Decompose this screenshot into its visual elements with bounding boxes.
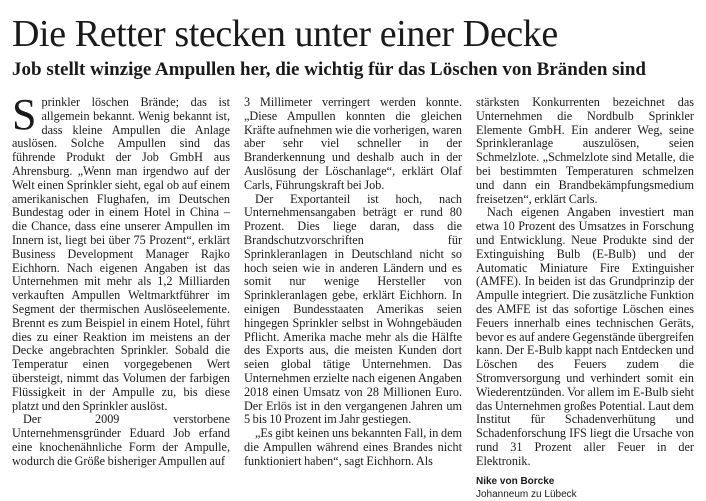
article-paragraph-3 — [244, 193, 462, 428]
author-name: Nike von Borcke — [476, 475, 555, 487]
paragraph-text: Der Exportanteil ist hoch, nach Unternehmensangaben beträgt er rund 80 Prozent. Dies liege daran, dass die Brandschutzvorschriften für Sprinkleranlagen in Deutschland nicht so hoch seien wie in anderen Ländern und es somit nur wenige Hersteller von Sprinkleranlagen gebe, erklärt Eichhorn. In einigen Bundesstaaten Amerikas seien hingegen Sprinkler selbst in Wohngebäuden Pflicht. Amerika mache mehr als die Hälfte des Exports aus, die meisten Kunden dort seien global tätige Unternehmen. Das Unternehmen erzielte nach eigenen Angaben 2018 einen Umsatz von 28 Millionen Euro. Der Erlös ist in den vergangenen Jahren um 5 bis 10 Prozent im Jahr gestiegen. — [244, 191, 462, 427]
article-paragraph-1 — [12, 90, 230, 413]
article-subheadline: Job stellt winzige Ampullen her, die wichtig für das Löschen von Bränden sind — [12, 59, 646, 80]
paragraph-text: 3 Millimeter verringert werden konnte. „Diese Ampullen konnten die gleichen Kräfte aufnehmen wie die vorherigen, waren aber sehr viel schneller in der Branderkennung und deshalb auch in der Auslösung der Löschanlage“, erklärt Olaf Carls, Führungskraft bei Job. — [244, 95, 462, 192]
text-column-1 — [12, 90, 230, 474]
article-headline: Die Retter stecken unter einer Decke — [12, 13, 558, 55]
article-paragraph-2 — [12, 413, 230, 468]
author-credit — [476, 475, 694, 501]
paragraph-text: stärksten Konkurrenten bezeichnet das Unternehmen die Nordbulb Sprinkler Elemente GmbH. Ein anderer Weg, seine Sprinkleranlage auszulösen, seien Schmelzlote. „Schmelzlote sind Metalle, die bei bestimmten Temperaturen schmelzen und dann ein Brandbekämpfungsmedium freisetzen“, erklärt Carls. — [476, 95, 694, 206]
paragraph-text: prinkler löschen Brände; das ist allgemein bekannt. Wenig bekannt ist, dass kleine Ampullen die Anlage auslösen. Solche Ampullen sind das führende Produkt der Job GmbH aus Ahrensburg. „Wenn man irgendwo auf der Welt einen Sprinkler sieht, egal ob auf einem amerikanischen Flughafen, im Deutschen Bundestag oder in einem Hotel in China – die Chance, dass eine unserer Ampullen im Innern ist, liegt bei über 75 Prozent“, erklärt Business Development Manager Rajko Eichhorn. Nach eigenen Angaben ist das Unternehmen mit mehr als 1,2 Milliarden verkauften Ampullen Weltmarktführer im Segment der thermischen Auslöseelemente. Brennt es zum Beispiel in einem Hotel, führt dies zu einer Reaktion im meistens an der Decke angebrachten Sprinkler. Sobald die Temperatur einen vorgegebenen Wert übersteigt, nimmt das Volumen der farbigen Flüssigkeit in der Ampulle zu, bis diese platzt und den Sprinkler auslöst. — [12, 95, 230, 413]
drop-cap: S — [12, 90, 37, 139]
author-school: Johanneum zu Lübeck — [476, 488, 577, 500]
paragraph-text: „Es gibt keinen uns bekannten Fall, in dem die Ampullen während eines Brandes nicht funktioniert haben“, sagt Eichhorn. Als — [244, 426, 462, 468]
article-paragraph-2-continued — [244, 96, 462, 193]
text-column-2 — [244, 96, 462, 474]
paragraph-text: Nach eigenen Angaben investiert man etwa 10 Prozent des Umsatzes in Forschung und Entwicklung. Neue Produkte sind der Extinguishing Bulb (E-Bulb) und der Automatic Miniature Fire Extinguisher (AMFE). In beiden ist das Grundprinzip der Ampulle integriert. Die zusätzliche Funktion des AMFE ist das sofortige Löschen eines Feuers innerhalb eines technischen Geräts, bevor es auf andere Gegenstände übergreifen kann. Der E-Bulb kappt nach Entdecken und Löschen des Feuers zudem die Stromversorgung und verhindert somit ein Wiederentzünden. Vor allem im E-Bulb sieht das Unternehmen großes Potential. Laut dem Institut für Schadenverhütung und Schadenforschung IFS liegt die Ursache von rund 31 Prozent aller Feuer in der Elektronik. — [476, 205, 694, 468]
article-paragraph-4-continued — [476, 96, 694, 206]
article-paragraph-5 — [476, 206, 694, 468]
article-body — [12, 90, 694, 500]
paragraph-text: Der 2009 verstorbene Unternehmensgründer Eduard Job erfand eine knochenähnliche Form der Ampulle, wodurch die Größe bisheriger Ampullen auf — [12, 412, 230, 468]
article-paragraph-4 — [244, 427, 462, 468]
text-column-3 — [476, 95, 694, 500]
